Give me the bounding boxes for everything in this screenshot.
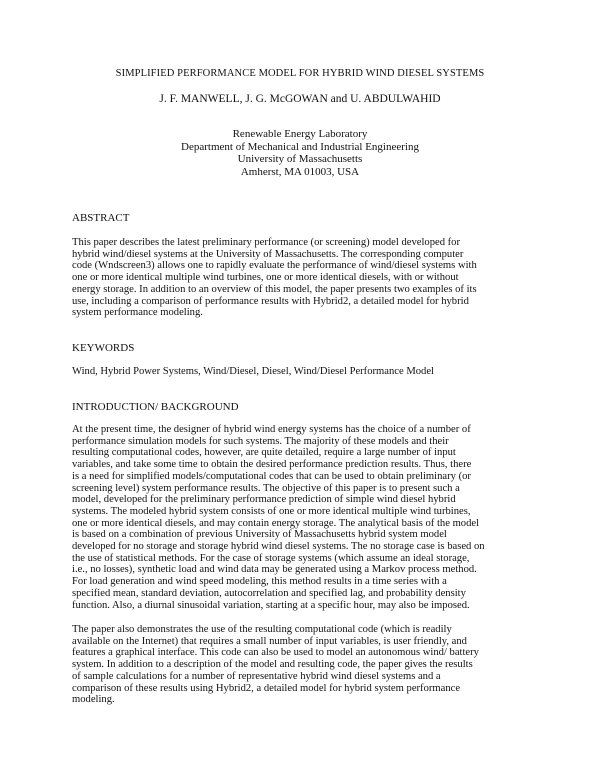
introduction-paragraph-2 <box>72 624 542 706</box>
text-line: comparison of these results using Hybrid2, a detailed model for hybrid system performance <box>72 682 461 694</box>
affiliation-line: Amherst, MA 01003, USA <box>240 165 360 178</box>
affiliation-line: University of Massachusetts <box>237 153 363 165</box>
text-line: performance simulation models for such systems. The majority of these models and their <box>72 435 449 447</box>
text-line: features a graphical interface. This code can also be used to model an autonomous wind/ battery <box>72 647 479 659</box>
text-line: variables, and take some time to obtain the desired performance prediction results. Thus, there <box>72 459 472 471</box>
text-line: the use of statistical methods. For the case of storage systems (which assume an ideal storage, <box>72 552 470 564</box>
text-line: model, developed for the preliminary performance prediction of simple wind diesel hybrid <box>72 494 456 506</box>
text-line: system. In addition to a description of the model and resulting code, the paper gives the results <box>72 659 473 671</box>
text-line: is based on a combination of previous University of Massachusetts hybrid system model <box>72 529 447 541</box>
text-line: available on the Internet) that requires a small number of input variables, is user friendly, and <box>72 635 467 647</box>
text-line: Wind, Hybrid Power Systems, Wind/Diesel, Diesel, Wind/Diesel Performance Model <box>72 366 434 377</box>
text-line: energy storage. In addition to an overview of this model, the paper presents two examples of its <box>72 283 477 295</box>
text-line: modeling. <box>72 694 115 706</box>
introduction-heading: INTRODUCTION/ BACKGROUND <box>72 401 239 413</box>
text-line: function. Also, a diurnal sinusoidal variation, starting at a specific hour, may also be imposed. <box>72 599 470 611</box>
text-line: specified mean, standard deviation, autocorrelation and specified lag, and probability density <box>72 587 466 599</box>
affiliation-line: Renewable Energy Laboratory <box>232 128 368 140</box>
affiliation-line: Department of Mechanical and Industrial Engineering <box>181 140 419 153</box>
text-line: hybrid wind/diesel systems at the University of Massachusetts. The corresponding computer <box>72 248 464 260</box>
keywords-heading: KEYWORDS <box>72 342 135 354</box>
text-line: systems. The modeled hybrid system consists of one or more identical multiple wind turbines, <box>72 505 471 517</box>
text-line: use, including a comparison of performance results with Hybrid2, a detailed model for hybrid <box>72 295 469 307</box>
text-line: is a need for simplified models/computational codes that can be used to obtain preliminary (or <box>72 470 471 482</box>
text-line: one or more identical diesels, and may contain energy storage. The analytical basis of the model <box>72 517 480 529</box>
paper-authors: J. F. MANWELL, J. G. McGOWAN and U. ABDULWAHID <box>159 93 441 105</box>
affiliation-block <box>0 128 600 178</box>
text-line: developed for no storage and storage hybrid wind diesel systems. The no storage case is based on <box>72 541 485 553</box>
text-line: At the present time, the designer of hybrid wind energy systems has the choice of a number of <box>72 424 471 435</box>
introduction-paragraph-1 <box>72 424 542 611</box>
paper-title: SIMPLIFIED PERFORMANCE MODEL FOR HYBRID WIND DIESEL SYSTEMS <box>115 68 485 79</box>
abstract-paragraph <box>72 237 542 319</box>
text-line: system performance modeling. <box>72 307 203 319</box>
text-line: For load generation and wind speed modeling, this method results in a time series with a <box>72 576 447 588</box>
text-line: This paper describes the latest preliminary performance (or screening) model developed for <box>72 237 460 248</box>
text-line: screening level) system performance results. The objective of this paper is to present such a <box>72 482 460 494</box>
text-line: of sample calculations for a number of representative hybrid wind diesel systems and a <box>72 670 441 682</box>
text-line: code (Wndscreen3) allows one to rapidly evaluate the performance of wind/diesel systems with <box>72 260 477 272</box>
text-line: resulting computational codes, however, are quite detailed, require a large number of input <box>72 447 456 459</box>
abstract-heading: ABSTRACT <box>72 212 130 224</box>
text-line: The paper also demonstrates the use of the resulting computational code (which is readily <box>72 624 452 635</box>
text-line: one or more identical multiple wind turbines, one or more identical diesels, with or without <box>72 272 459 284</box>
keywords-text <box>72 366 542 378</box>
text-line: i.e., no losses), synthetic load and wind data may be generated using a Markov process method. <box>72 564 477 576</box>
